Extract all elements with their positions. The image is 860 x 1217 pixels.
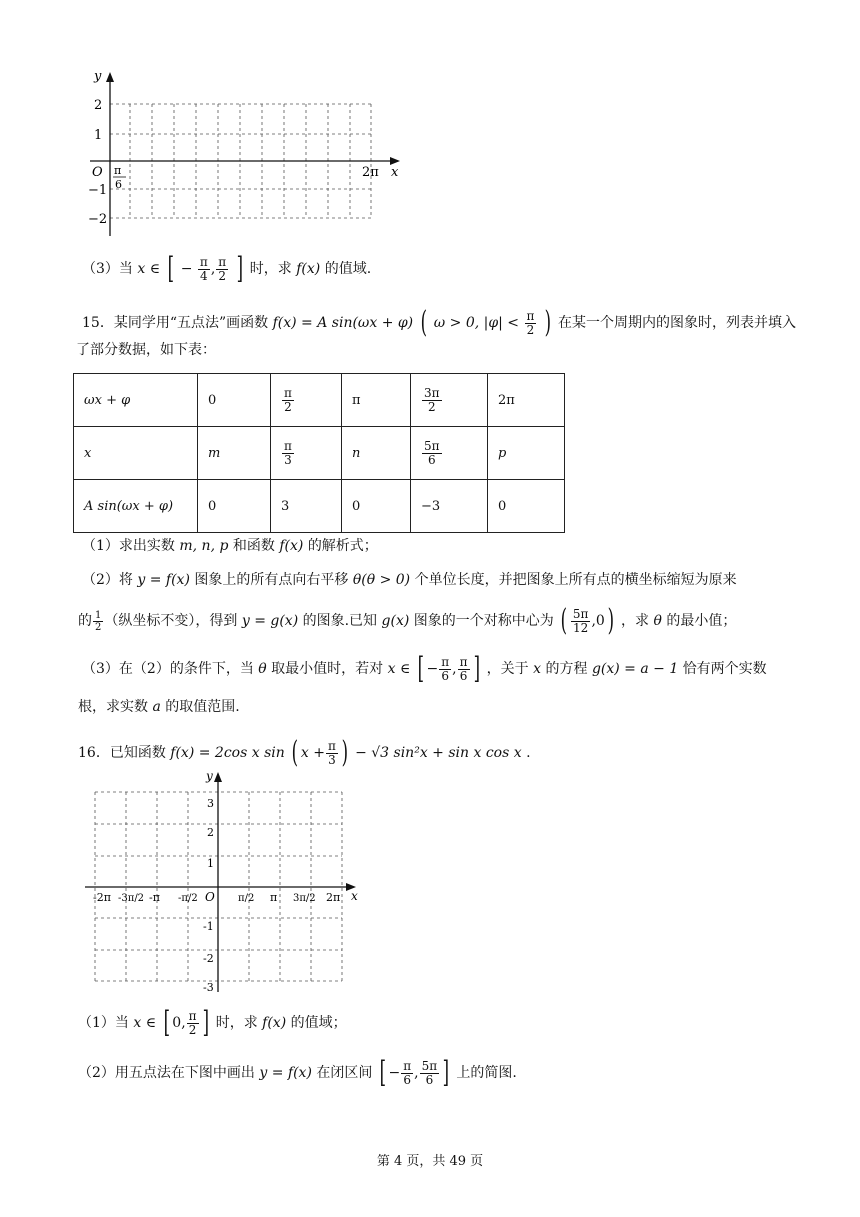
graph-1-x-end: 2π (362, 165, 379, 180)
q16-part1: （1）当 x ∈ [ 0, $\frac{\pi}{2}$ ] 时，求 f(x) 的值域； (78, 1005, 347, 1040)
graph-1-y-tick: 2 (94, 98, 103, 113)
graph-1-x-start-num: π (114, 164, 122, 177)
graph-2-x-tick: π (270, 891, 278, 904)
fraction: $\frac{\pi}{6}$ (403, 1058, 412, 1087)
q15-part2-line2: 的 $\frac{1}{2}$ （纵坐标不变），得到 y = g(x) 的图象.已知 g(x) 图象的一个对称中心为 ( $\frac{5\pi}{12}$ ,0) ，求 θ 的最小值； (78, 603, 737, 638)
graph-1-y-arrow (106, 72, 114, 82)
graph-1-y-tick: −2 (88, 212, 108, 227)
graph-2-x-tick: π/2 (238, 893, 255, 904)
graph-2-y-tick: 2 (207, 826, 214, 839)
graph-2-x-tick: -π/2 (178, 893, 198, 904)
graph-1-x-start-den: 6 (115, 178, 122, 191)
graph-1 (80, 66, 410, 246)
graph-1-y-tick: 1 (94, 128, 103, 143)
graph-2-y-tick: -2 (203, 952, 214, 965)
page-footer: 第 4 页，共 49 页 (376, 1154, 484, 1169)
fraction: $\frac{\pi}{2}$ (218, 254, 227, 283)
fraction: $\frac{\pi}{2}$ (188, 1008, 197, 1037)
q15-stem-line2: 了部分数据，如下表： (76, 342, 216, 358)
graph-1-x-arrow (390, 157, 400, 165)
table-row: ωx + φ 0 $\frac{\pi}{2}$ π $\frac{3\pi}{2}$ 2π (74, 374, 565, 427)
graph-2-origin: O (205, 890, 215, 904)
table-row: A sin(ωx + φ) 0 3 0 −3 0 (74, 480, 565, 533)
q15-part2: （2）将 y = f(x) 图象上的所有点向右平移 θ(θ > 0) 个单位长度，并把图象上所有点的横坐标缩短为原来 (82, 572, 737, 588)
q15-stem: 15．某同学用“五点法”画函数 f(x) = A sin(ωx + φ) ( ω > 0, |φ| < $\frac{\pi}{2}$ ) 在某一个周期内的图象时，列表并填入 (82, 305, 797, 340)
graph-2-x-tick: 3π/2 (293, 893, 316, 904)
fraction: $\frac{\pi}{2}$ (526, 308, 535, 337)
graph-1-y-label: y (94, 69, 102, 84)
fraction: $\frac{5\pi}{6}$ (421, 1058, 438, 1087)
graph-2-y-tick: 3 (207, 797, 214, 810)
fraction: $\frac{\pi}{3}$ (328, 738, 336, 767)
graph-1-origin: O (92, 165, 103, 180)
graph-1-y-tick: −1 (88, 183, 108, 198)
fraction: $\frac{\pi}{6}$ (441, 654, 450, 683)
five-point-table (73, 373, 565, 533)
graph-2 (80, 768, 370, 994)
graph-2-y-arrow (214, 772, 222, 782)
q14-part3: （3）当 x ∈ [ − $\frac{\pi}{4}$ , $\frac{\pi}{2}$ ] 时，求 f(x) 的值域. (82, 251, 372, 286)
graph-2-y-label: y (206, 769, 213, 783)
fraction: $\frac{1}{2}$ (95, 609, 102, 633)
q16-part2: （2）用五点法在下图中画出 y = f(x) 在闭区间 [ − $\frac{\pi}{6}$ , $\frac{5\pi}{6}$ ] 上的简图. (78, 1055, 517, 1090)
q16-stem: 16．已知函数 f(x) = 2cos x sin ( x + $\frac{\pi}{3}$ ) − √3 sin²x + sin x cos x . (78, 735, 531, 770)
fraction: $\frac{\pi}{4}$ (199, 254, 208, 283)
fraction: $\frac{\pi}{6}$ (459, 654, 468, 683)
graph-2-y-tick: 1 (207, 857, 214, 870)
fraction: $\frac{5\pi}{12}$ (572, 606, 589, 635)
graph-2-x-tick: 2π (326, 891, 341, 904)
graph-2-y-tick: -1 (203, 920, 214, 933)
graph-2-y-tick: -3 (203, 981, 214, 994)
q15-part1: （1）求出实数 m, n, p 和函数 f(x) 的解析式； (82, 538, 378, 554)
graph-1-x-label: x (391, 165, 399, 180)
q15-part3: （3）在（2）的条件下，当 θ 取最小值时，若对 x ∈ [ − $\frac{\pi}{6}$ , $\frac{\pi}{6}$ ] ，关于 x 的方程 g(x) = a − 1 恰有两个实数 (82, 651, 767, 686)
graph-2-x-tick: -π (149, 891, 160, 904)
graph-2-x-label: x (351, 889, 358, 903)
q15-part3-line2: 根，求实数 a 的取值范围. (78, 699, 240, 715)
graph-2-x-tick: -3π/2 (118, 893, 145, 904)
table-row: x m $\frac{\pi}{3}$ n $\frac{5\pi}{6}$ p (74, 427, 565, 480)
graph-2-x-tick: -2π (93, 891, 111, 904)
